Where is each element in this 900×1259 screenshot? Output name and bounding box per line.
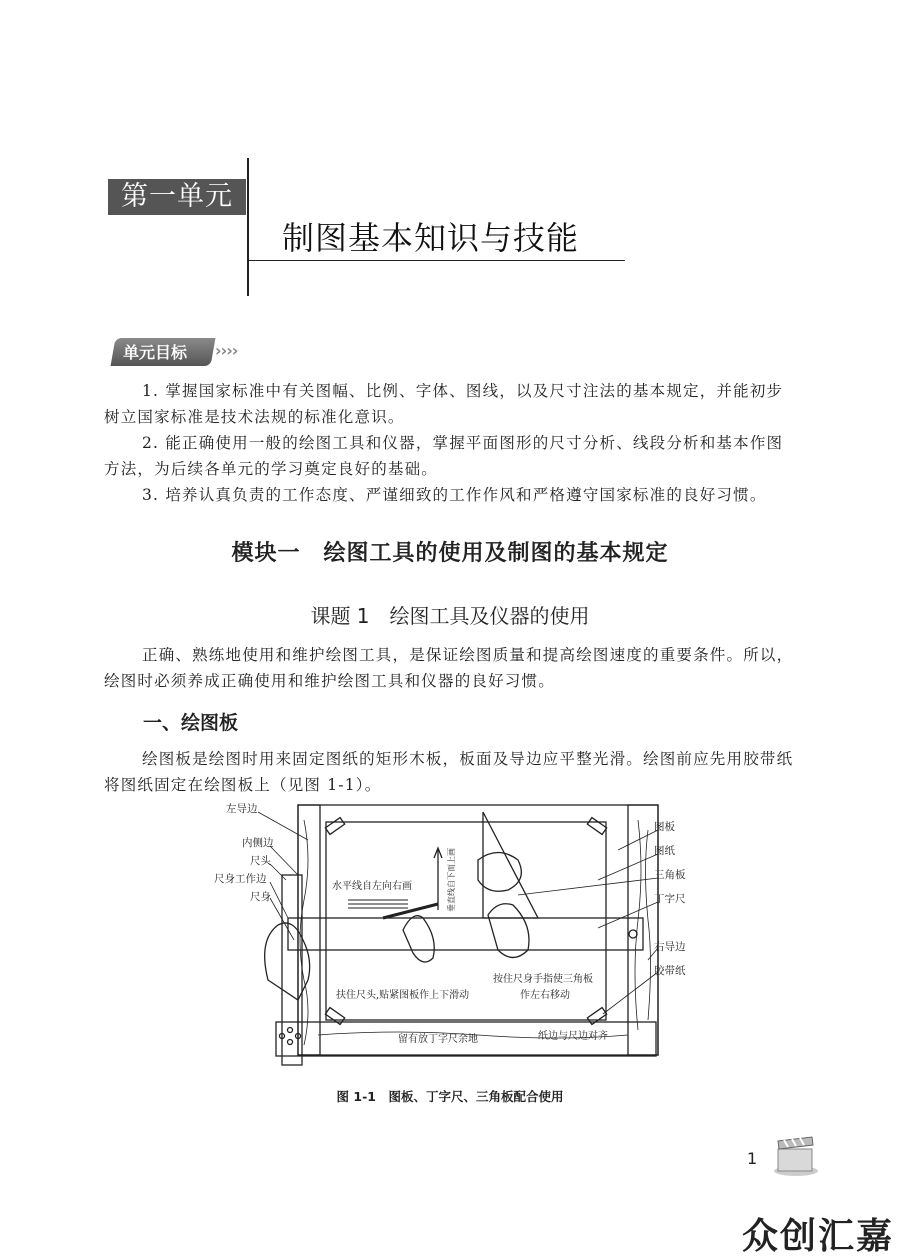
module-title: 模块一 绘图工具的使用及制图的基本规定	[231, 540, 669, 566]
label-blade: 尺身	[250, 891, 271, 903]
board-outline	[298, 805, 658, 1055]
note-hold-head: 扶住尺头,贴紧图板作上下滑动	[336, 990, 470, 1001]
label-paper: 图纸	[654, 845, 675, 857]
label-board: 图板	[654, 821, 675, 833]
unit-goals-badge	[113, 338, 221, 368]
lesson-title: 课题 1 绘图工具及仪器的使用	[310, 604, 590, 628]
title-horizontal-rule	[247, 260, 625, 261]
section-paragraph: 绘图板是绘图时用来固定图纸的矩形木板，板面及导边应平整光滑。绘图前应先用胶带纸将图纸固定在绘图板上（见图 1-1）。	[104, 750, 794, 794]
title-vertical-rule	[247, 158, 249, 296]
clapperboard-icon	[772, 1133, 820, 1177]
label-right-guide: 右导边	[654, 941, 686, 953]
chapter-title: 制图基本知识与技能	[282, 219, 580, 257]
left-hand	[265, 923, 310, 1000]
intro-paragraph: 正确、熟练地使用和维护绘图工具，是保证绘图质量和提高绘图速度的重要条件。所以，绘图时必须养成正确使用和维护绘图工具和仪器的良好习惯。	[104, 646, 794, 690]
chevrons-icon: ››››	[215, 341, 238, 360]
note-margin: 留有放丁字尺余地	[398, 1034, 478, 1045]
note-press-2: 作左右移动	[520, 990, 570, 1001]
watermark: 众创汇嘉	[741, 1216, 894, 1257]
tape-top-left	[325, 818, 344, 835]
goal-item-3: 3. 培养认真负责的工作态度、严谨细致的工作作风和严格遵守国家标准的良好习惯。	[142, 486, 767, 504]
section-title: 一、绘图板	[143, 712, 239, 734]
unit-goals-label: 单元目标	[123, 343, 188, 362]
label-triangle: 三角板	[654, 869, 686, 881]
page-number: 1	[747, 1149, 758, 1168]
upper-hand	[478, 853, 521, 892]
label-t-square: 丁字尺	[654, 893, 686, 905]
label-inner-edge: 内侧边	[242, 837, 274, 849]
note-press-1: 按住尺身手指使三角板	[493, 974, 593, 985]
tape-top-right	[587, 818, 606, 835]
figure-caption: 图 1-1 图板、丁字尺、三角板配合使用	[336, 1089, 564, 1104]
figure-drawing-board	[208, 800, 698, 1076]
label-left-guide: 左导边	[226, 803, 258, 815]
drawing-hand	[403, 916, 434, 962]
note-vertical: 垂直线自下而上画	[447, 848, 456, 912]
goal-item-2: 2. 能正确使用一般的绘图工具和仪器，掌握平面图形的尺寸分析、线段分析和基本作图方法，为后续各单元的学习奠定良好的基础。	[104, 434, 784, 478]
left-guide-strip	[298, 805, 320, 1055]
note-align: 纸边与尺边对齐	[538, 1031, 608, 1042]
label-blade-edge: 尺身工作边	[214, 873, 267, 885]
label-tape: 胶带纸	[654, 965, 686, 977]
t-square-blade	[288, 918, 643, 950]
note-horizontal: 水平线自左向右画	[332, 881, 412, 892]
triangle-ruler	[483, 812, 538, 918]
label-ruler-head: 尺头	[250, 855, 271, 867]
unit-tag: 第一单元	[108, 179, 246, 215]
goal-item-1: 1. 掌握国家标准中有关图幅、比例、字体、图线，以及尺寸注法的基本规定，并能初步树立国家标准是技术法规的标准化意识。	[104, 382, 784, 426]
